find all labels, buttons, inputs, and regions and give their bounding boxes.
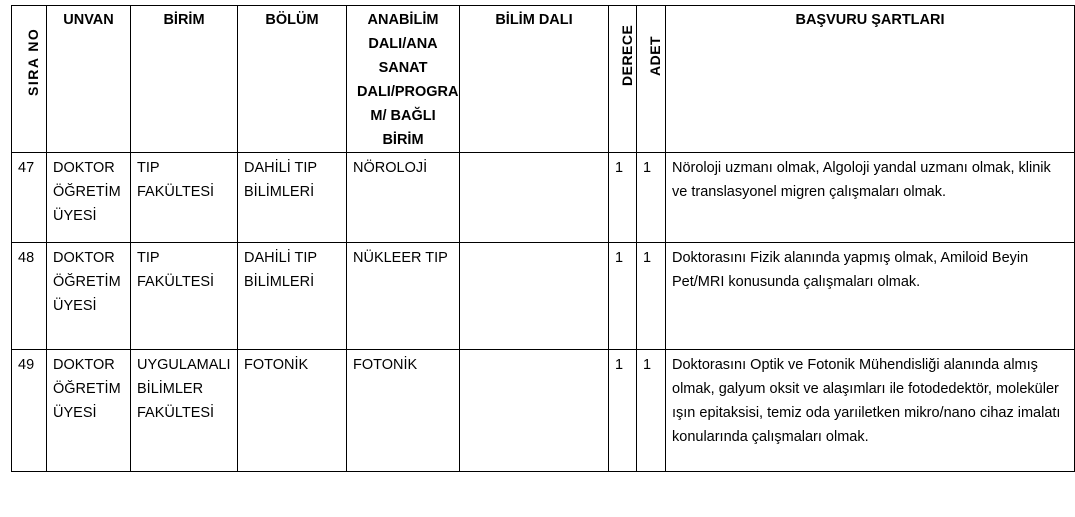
anabilim-cell: NÖROLOJİ xyxy=(347,153,460,243)
sartlar-cell: Doktorasını Fizik alanında yapmış olmak, Amiloid Beyin Pet/MRI konusunda çalışmaları olmak. xyxy=(666,243,1075,350)
header-birim: BİRİM xyxy=(131,6,238,153)
anabilim-cell: FOTONİK xyxy=(347,350,460,472)
adet-cell: 1 xyxy=(637,153,666,243)
derece-cell: 1 xyxy=(609,153,637,243)
birim-cell: TIP FAKÜLTESİ xyxy=(131,153,238,243)
header-sira-no: SIRA NO xyxy=(12,6,47,153)
sartlar-cell: Nöroloji uzmanı olmak, Algoloji yandal uzmanı olmak, klinik ve translasyonel migren çalışmaları olmak. xyxy=(666,153,1075,243)
table-row xyxy=(12,153,1075,243)
table-row xyxy=(12,243,1075,350)
unvan-cell: DOKTOR ÖĞRETİM ÜYESİ xyxy=(47,350,131,472)
bilim-dali-cell xyxy=(460,350,609,472)
birim-cell: TIP FAKÜLTESİ xyxy=(131,243,238,350)
bilim-dali-cell xyxy=(460,243,609,350)
header-derece: DERECE xyxy=(609,6,637,153)
header-row xyxy=(12,6,1075,153)
unvan-cell: DOKTOR ÖĞRETİM ÜYESİ xyxy=(47,243,131,350)
header-adet: ADET xyxy=(637,6,666,153)
bolum-cell: DAHİLİ TIP BİLİMLERİ xyxy=(238,243,347,350)
derece-cell: 1 xyxy=(609,350,637,472)
sartlar-cell: Doktorasını Optik ve Fotonik Mühendisliği alanında almış olmak, galyum oksit ve alaşımları ile fotodedektör, moleküler ışın epitaksisi, temiz oda yarıiletken mikro/nano cihaz imalatı konularında çalışmaları olmak. xyxy=(666,350,1075,472)
adet-cell: 1 xyxy=(637,243,666,350)
anabilim-cell: NÜKLEER TIP xyxy=(347,243,460,350)
bolum-cell: DAHİLİ TIP BİLİMLERİ xyxy=(238,153,347,243)
bilim-dali-cell xyxy=(460,153,609,243)
positions-table xyxy=(11,5,1075,472)
birim-cell: UYGULAMALI BİLİMLER FAKÜLTESİ xyxy=(131,350,238,472)
header-basvuru-sartlari: BAŞVURU ŞARTLARI xyxy=(666,6,1075,153)
sira-cell: 49 xyxy=(12,350,47,472)
header-unvan: UNVAN xyxy=(47,6,131,153)
unvan-cell: DOKTOR ÖĞRETİM ÜYESİ xyxy=(47,153,131,243)
bolum-cell: FOTONİK xyxy=(238,350,347,472)
header-bolum: BÖLÜM xyxy=(238,6,347,153)
sira-cell: 47 xyxy=(12,153,47,243)
derece-cell: 1 xyxy=(609,243,637,350)
sira-cell: 48 xyxy=(12,243,47,350)
adet-cell: 1 xyxy=(637,350,666,472)
header-bilim-dali: BİLİM DALI xyxy=(460,6,609,153)
table-row xyxy=(12,350,1075,472)
header-anabilim: ANABİLİM DALI/ANA SANAT DALI/PROGRA M/ BAĞLI BİRİM xyxy=(347,6,460,153)
